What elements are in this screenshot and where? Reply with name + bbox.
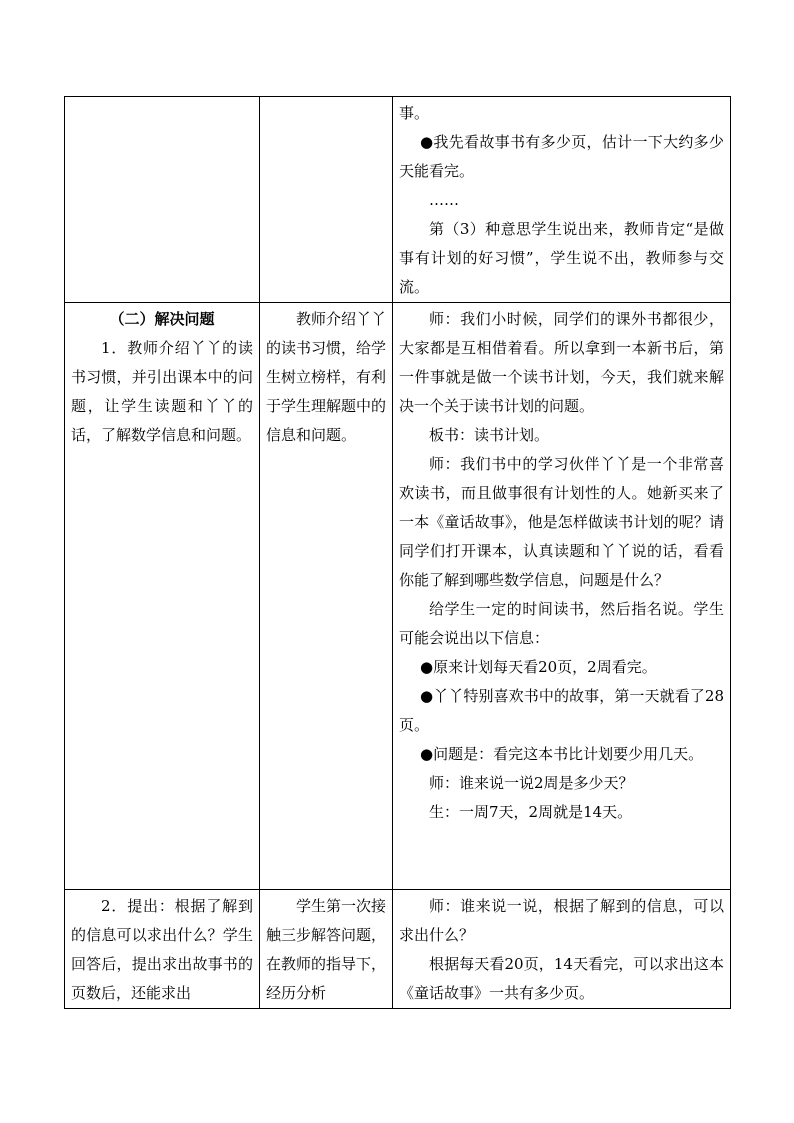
intent-cell [260, 890, 393, 1009]
intent-cell [260, 303, 393, 890]
activity-text: 根据每天看20页，14天看完，可以求出这本《童话故事》一共有多少页。 [399, 955, 724, 1002]
activity-cell [393, 890, 731, 1009]
activity-bullet: ●原来计划每天看20页，2周看完。 [420, 658, 657, 676]
process-text: 1．教师介绍丫丫的读书习惯，并引出课本中的问题，让学生读题和丫丫的话，了解数学信息和问题。 [71, 339, 253, 444]
intent-text: 教师介绍丫丫的读书习惯，给学生树立榜样，有利于学生理解题中的信息和问题。 [266, 310, 387, 444]
intent-text: 学生第一次接触三步解答问题，在教师的指导下，经历分析 [266, 897, 387, 1002]
process-cell [65, 303, 260, 890]
table-row [65, 303, 731, 890]
activity-text: 师：谁来说一说，根据了解到的信息，可以求出什么？ [399, 897, 724, 944]
activity-text: 第（3）种意思学生说出来，教师肯定“是做事有计划的好习惯”，学生说不出，教师参与交流。 [399, 220, 724, 296]
activity-cell [393, 97, 731, 303]
ellipsis-text: …… [429, 191, 459, 209]
section-title: （二）解决问题 [109, 310, 215, 328]
process-text: 2．提出：根据了解到的信息可以求出什么？学生回答后，提出求出故事书的页数后，还能求出 [71, 897, 253, 1002]
intent-cell [260, 97, 393, 303]
table-row [65, 890, 731, 1009]
activity-bullet: ●丫丫特别喜欢书中的故事，第一天就看了28页。 [399, 687, 724, 734]
activity-bullet: ●问题是：看完这本书比计划要少用几天。 [420, 745, 704, 763]
activity-text: 师：我们书中的学习伙伴丫丫是一个非常喜欢读书，而且做事很有计划性的人。她新买来了一本《童话故事》，他是怎样做读书计划的呢？请同学们打开课本，认真读题和丫丫说的话，看看你能了解到哪些数学信息，问题是什么？ [399, 455, 724, 589]
activity-text: 给学生一定的时间读书，然后指名说。学生可能会说出以下信息： [399, 600, 724, 647]
activity-text: 事。 [399, 104, 430, 122]
lesson-plan-table [64, 96, 731, 1009]
process-cell [65, 890, 260, 1009]
table-row [65, 97, 731, 303]
blackboard-text: 板书：读书计划。 [429, 426, 550, 444]
activity-bullet: ●我先看故事书有多少页，估计一下大约多少天能看完。 [399, 133, 724, 180]
activity-text: 师：谁来说一说2周是多少天？ [429, 774, 634, 792]
activity-cell [393, 303, 731, 890]
activity-text: 生：一周7天，2周就是14天。 [429, 803, 633, 821]
activity-text: 师：我们小时候，同学们的课外书都很少，大家都是互相借着看。所以拿到一本新书后，第一件事就是做一个读书计划，今天，我们就来解决一个关于读书计划的问题。 [399, 310, 724, 415]
process-cell [65, 97, 260, 303]
